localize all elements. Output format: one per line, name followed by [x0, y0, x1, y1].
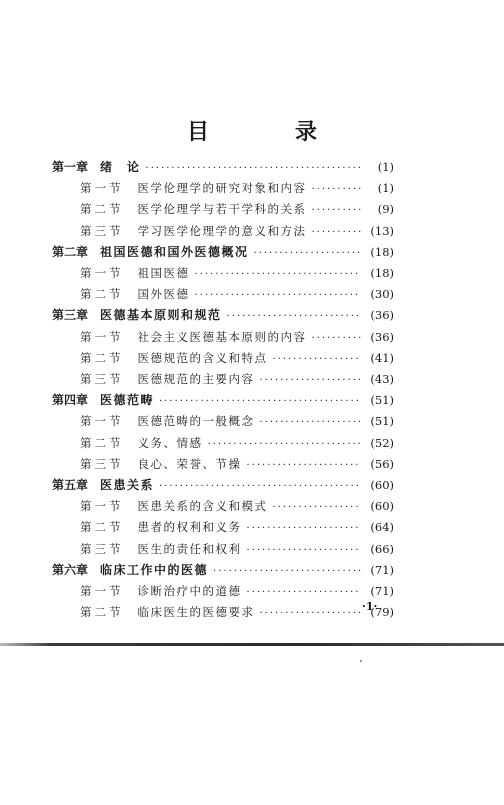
dot-leader — [260, 414, 362, 432]
chapter-number: 第四章 — [52, 393, 89, 408]
section-title: 良心、荣誉、节操 — [137, 456, 242, 471]
toc-chapter-entry — [52, 391, 394, 409]
page-reference: (56) — [370, 456, 394, 471]
chapter-title: 祖国医德和国外医德概况 — [100, 244, 249, 259]
dot-leader — [247, 542, 362, 560]
page-number: ·1· — [362, 600, 378, 613]
page-reference: (60) — [370, 499, 394, 514]
chapter-number: 第五章 — [52, 478, 89, 492]
section-number: 第一节 — [80, 499, 124, 514]
dot-leader — [273, 351, 362, 369]
dot-leader — [159, 478, 361, 496]
section-number: 第二节 — [80, 350, 124, 365]
section-number: 第二节 — [80, 287, 124, 302]
section-number: 第三节 — [80, 541, 124, 556]
page-reference: (1) — [377, 160, 394, 174]
page-reference: (64) — [370, 520, 394, 535]
section-number: 第三节 — [80, 223, 124, 238]
section-title: 医生的责任和权利 — [137, 541, 242, 556]
dot-leader — [159, 393, 361, 411]
toc-section-entry — [80, 582, 394, 600]
toc-chapter-entry — [52, 561, 394, 579]
toc-chapter-entry — [52, 158, 394, 176]
page-reference: (1) — [377, 181, 394, 196]
section-number: 第二节 — [80, 605, 124, 620]
toc-section-entry — [80, 434, 394, 452]
toc-section-entry — [80, 264, 394, 282]
page-reference: (9) — [377, 202, 394, 217]
toc-section-entry — [80, 179, 394, 197]
section-number: 第一节 — [80, 584, 124, 598]
toc-chapter-entry — [52, 243, 394, 261]
page-reference: (51) — [370, 414, 394, 429]
section-number: 第一节 — [80, 329, 124, 344]
section-number: 第一节 — [80, 266, 124, 280]
dot-leader — [260, 372, 362, 390]
toc-section-entry — [80, 455, 394, 473]
dot-leader — [312, 181, 362, 199]
page-reference: (43) — [370, 372, 394, 386]
dot-leader — [227, 308, 361, 326]
section-title: 医德规范的主要内容 — [137, 372, 255, 386]
chapter-number: 第一章 — [52, 160, 89, 174]
section-title: 临床医生的医德要求 — [137, 605, 255, 620]
page-reference: (18) — [370, 244, 394, 259]
page-reference: (71) — [370, 584, 394, 598]
toc-section-entry — [80, 349, 394, 367]
toc-section-entry — [80, 603, 394, 621]
chapter-number: 第三章 — [52, 308, 89, 323]
page-reference: (18) — [370, 266, 394, 280]
section-title: 医德范畴的一般概念 — [137, 414, 255, 429]
toc-chapter-entry — [52, 476, 394, 494]
section-number: 第二节 — [80, 520, 124, 535]
chapter-title: 医德范畴 — [100, 393, 155, 408]
section-number: 第二节 — [80, 202, 124, 217]
toc-section-entry — [80, 285, 394, 303]
toc-section-entry — [80, 518, 394, 536]
page-reference: (51) — [370, 393, 394, 408]
section-title: 诊断治疗中的道德 — [137, 584, 242, 598]
toc-section-entry — [80, 200, 394, 218]
dot-leader — [146, 160, 361, 178]
toc-section-entry — [80, 540, 394, 558]
bottom-rule — [0, 643, 504, 646]
chapter-number: 第二章 — [52, 244, 89, 259]
page-reference: (66) — [370, 541, 394, 556]
dot-leader — [260, 605, 362, 623]
section-title: 患者的权利和义务 — [137, 520, 242, 535]
section-title: 医学伦理学与若干学科的关系 — [137, 202, 307, 217]
toc-section-entry — [80, 222, 394, 240]
section-title: 国外医德 — [137, 287, 190, 302]
section-number: 第三节 — [80, 372, 124, 386]
dot-leader — [312, 224, 362, 242]
chapter-title: 临床工作中的医德 — [100, 562, 209, 577]
page-reference: (52) — [370, 435, 394, 450]
section-title: 医德规范的含义和特点 — [137, 350, 268, 365]
dot-leader — [195, 266, 362, 284]
section-title: 社会主义医德基本原则的内容 — [137, 329, 307, 344]
page-reference: (30) — [370, 287, 394, 302]
page-reference: (36) — [370, 329, 394, 344]
section-number: 第三节 — [80, 456, 124, 471]
dot-leader — [312, 330, 362, 348]
section-title: 医学伦理学的研究对象和内容 — [137, 181, 307, 196]
scan-speck — [360, 660, 362, 662]
dot-leader — [247, 584, 362, 602]
page-reference: (71) — [370, 562, 394, 577]
toc-section-entry — [80, 328, 394, 346]
toc-section-entry — [80, 370, 394, 388]
toc-section-entry — [80, 497, 394, 515]
section-number: 第二节 — [80, 435, 124, 450]
page-reference: (60) — [370, 478, 394, 492]
dot-leader — [195, 287, 362, 305]
toc-section-entry — [80, 412, 394, 430]
section-number: 第一节 — [80, 181, 124, 196]
toc-chapter-entry — [52, 306, 394, 324]
dot-leader — [213, 563, 361, 581]
dot-leader — [273, 499, 362, 517]
page-reference: (41) — [370, 350, 394, 365]
section-number: 第一节 — [80, 414, 124, 429]
section-title: 祖国医德 — [137, 266, 190, 280]
dot-leader — [254, 245, 361, 263]
section-title: 义务、情感 — [137, 435, 203, 450]
dot-leader — [208, 436, 362, 454]
chapter-title: 医患关系 — [100, 478, 155, 492]
chapter-title: 医德基本原则和规范 — [100, 308, 222, 323]
page-reference: (13) — [370, 223, 394, 238]
page-reference: (36) — [370, 308, 394, 323]
section-title: 医患关系的含义和模式 — [137, 499, 268, 514]
chapter-title: 绪 论 — [100, 160, 141, 174]
dot-leader — [312, 202, 362, 220]
chapter-number: 第六章 — [52, 562, 89, 577]
page-title: 目 录 — [186, 119, 349, 145]
dot-leader — [247, 457, 362, 475]
page-reference: (79) — [370, 605, 394, 620]
dot-leader — [247, 520, 362, 538]
section-title: 学习医学伦理学的意义和方法 — [137, 223, 307, 238]
